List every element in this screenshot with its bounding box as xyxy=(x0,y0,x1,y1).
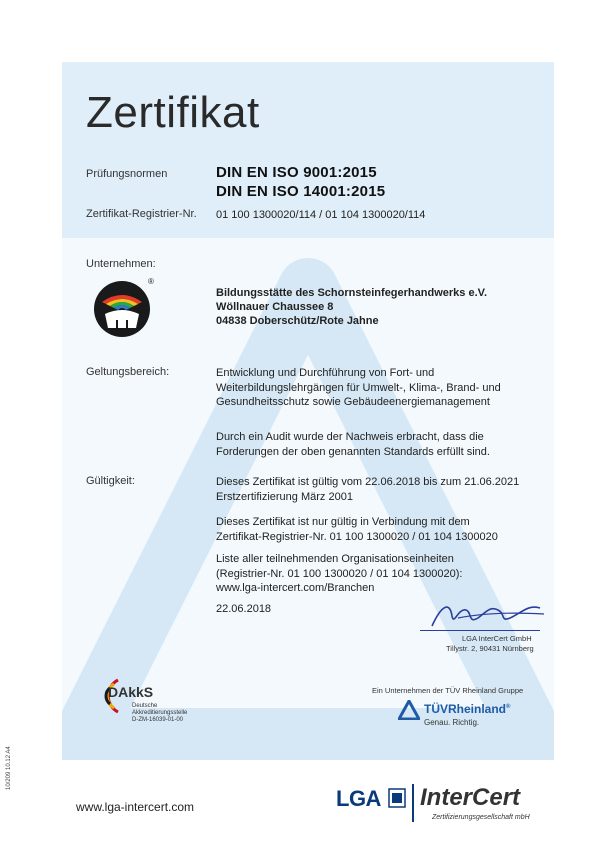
scope-line: Weiterbildungslehrgängen für Umwelt-, Klima-, Brand- und xyxy=(216,381,501,394)
list-line: (Registrier-Nr. 01 100 1300020 / 01 104 1300020): xyxy=(216,567,463,580)
signature-line xyxy=(420,630,540,631)
validity-text xyxy=(216,475,519,504)
side-code: 10/209 10.12 A4 xyxy=(6,746,12,790)
list-url: www.lga-intercert.com/Branchen xyxy=(216,582,375,594)
tuv-slogan: Genau. Richtig. xyxy=(424,718,480,727)
tuv-brand-text: TÜVRheinland xyxy=(424,702,507,716)
certificate-title: Zertifikat xyxy=(86,88,260,137)
validity-line: Dieses Zertifikat ist gültig vom 22.06.2018 bis zum 21.06.2021 xyxy=(216,476,520,488)
registered-mark: ® xyxy=(148,277,154,286)
signature-icon xyxy=(428,596,548,632)
company-name: Bildungsstätte des Schornsteinfegerhandwerks e.V. xyxy=(216,287,488,299)
dakks-line: D-ZM-16039-01-00 xyxy=(132,717,184,723)
intercert-sub: Zertifizierungsgesellschaft mbH xyxy=(432,814,530,821)
audit-statement xyxy=(216,430,490,459)
scope-text xyxy=(216,366,501,410)
registry-number: 01 100 1300020/114 / 01 104 1300020/114 xyxy=(216,209,426,221)
norm-iso-9001: DIN EN ISO 9001:2015 xyxy=(216,164,377,181)
chimney-sweep-logo-icon xyxy=(92,276,154,338)
condition-line: Dieses Zertifikat ist nur gültig in Verbindung mit dem xyxy=(216,516,470,528)
validity-condition xyxy=(216,515,498,544)
norm-iso-14001: DIN EN ISO 14001:2015 xyxy=(216,183,386,200)
list-line: Liste aller teilnehmenden Organisationseinheiten xyxy=(216,553,454,565)
signatory-address: Tillystr. 2, 90431 Nürnberg xyxy=(446,644,534,653)
condition-line: Zertifikat-Registrier-Nr. 01 100 1300020 / 01 104 1300020 xyxy=(216,530,498,543)
scope-line: Gesundheitsschutz sowie Gebäudeenergiemanagement xyxy=(216,396,490,408)
lga-text: LGA xyxy=(336,786,381,811)
audit-line: Durch ein Audit wurde der Nachweis erbracht, dass die xyxy=(216,431,484,443)
lga-mark-icon xyxy=(388,788,406,808)
registry-label: Zertifikat-Registrier-Nr. xyxy=(86,208,197,220)
company-label: Unternehmen: xyxy=(86,258,156,270)
tuv-group-text: Ein Unternehmen der TÜV Rheinland Gruppe xyxy=(372,686,524,695)
norms-label: Prüfungsnormen xyxy=(86,168,168,180)
tuv-triangle-icon xyxy=(398,700,420,720)
company-city: 04838 Doberschütz/Rote Jahne xyxy=(216,315,379,327)
dakks-text xyxy=(132,703,187,724)
company-street: Wöllnauer Chaussee 8 xyxy=(216,301,334,313)
validity-label: Gültigkeit: xyxy=(86,475,135,487)
audit-line: Forderungen der oben genannten Standards erfüllt sind. xyxy=(216,445,490,458)
dakks-line: Deutsche xyxy=(132,703,158,709)
dakks-line: Akkreditierungsstelle xyxy=(132,710,188,716)
scope-label: Geltungsbereich: xyxy=(86,366,170,378)
lga-divider xyxy=(412,784,414,822)
scope-line: Entwicklung und Durchführung von Fort- und xyxy=(216,367,435,379)
issue-date: 22.06.2018 xyxy=(216,603,272,615)
intercert-text: InterCert xyxy=(420,784,521,811)
dakks-logo xyxy=(88,676,208,736)
tuv-logo xyxy=(398,700,528,730)
dakks-name: DAkkS xyxy=(108,684,154,700)
lga-intercert-logo xyxy=(336,784,556,824)
tuv-brand xyxy=(424,702,510,716)
footer-url: www.lga-intercert.com xyxy=(76,800,195,814)
signatory-org: LGA InterCert GmbH xyxy=(462,634,532,643)
organisation-list xyxy=(216,552,462,596)
validity-line: Erstzertifizierung März 2001 xyxy=(216,490,353,503)
tuv-reg-mark: ® xyxy=(506,704,511,710)
